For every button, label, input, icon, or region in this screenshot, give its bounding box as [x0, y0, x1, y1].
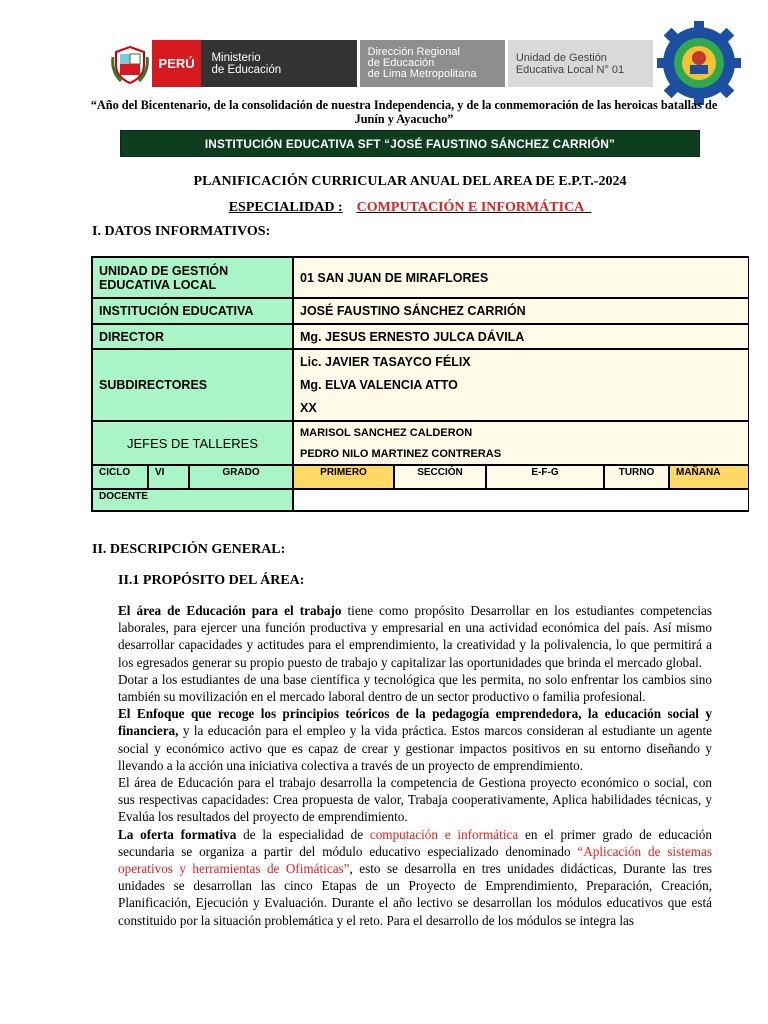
docente-value-cell	[293, 489, 749, 511]
turno-value-cell: MAÑANA	[669, 465, 749, 489]
purpose-body	[118, 602, 712, 929]
jefe-2: PEDRO NILO MARTINEZ CONTRERAS	[300, 447, 502, 460]
school-seal-icon	[656, 20, 742, 106]
jefes-label-cell: JEFES DE TALLERES	[92, 421, 293, 465]
ugel-logo	[508, 40, 653, 87]
paragraph-5-specialty: computación e informática	[369, 826, 519, 842]
paragraph-5	[118, 826, 712, 929]
ie-value-cell: JOSÉ FAUSTINO SÁNCHEZ CARRIÓN	[293, 298, 749, 324]
director-value-cell: Mg. JESUS ERNESTO JULCA DÁVILA	[293, 324, 749, 349]
paragraph-4: El área de Educación para el trabajo desarrolla la competencia de Gestiona proyecto económico o social, con sus respectivas capacidades: Crea propuesta de valor, Trabaja cooperativamente, Aplica habilidades técnicas, y Evalúa los resultados del proyecto de emprendimiento.	[118, 775, 712, 825]
paragraph-3-bold: El Enfoque que recoge los principios teóricos de la pedagogía emprendedora, la educación social y financiera,	[118, 706, 712, 739]
ugel-line-2: Educativa Local N° 01	[515, 63, 625, 76]
section-1-heading: I. DATOS INFORMATIVOS:	[92, 224, 271, 239]
paragraph-5-text-a: de la especialidad de	[236, 826, 370, 842]
jefes-value-cell	[293, 421, 749, 465]
drelm-line-3: de Lima Metropolitana	[367, 68, 477, 80]
docente-label-cell: DOCENTE	[92, 489, 293, 511]
ugel-label-line-2: EDUCATIVA LOCAL	[99, 277, 217, 292]
ciclo-value-cell: VI	[148, 465, 189, 489]
peru-label: PERÚ	[152, 40, 202, 87]
ie-label-cell: INSTITUCIÓN EDUCATIVA	[92, 298, 293, 324]
paragraph-1-text: tiene como propósito Desarrollar en los estudiantes competencias laborales, para ejercer una función productiva y empresarial en una actividad económica del país. Así mismo desarrollar capacidades y actitudes para el emprendimiento, la creatividad y la polivalencia, lo que permitirá a los egresados generar su propio puesto de trabajo y capitalizar las oportunidades que brinda el mercado global.	[118, 603, 712, 670]
specialty-value: COMPUTACIÓN E INFORMÁTICA	[356, 200, 585, 215]
paragraph-5-text-b: en el primer grado de educación secundaria se organiza a partir del módulo educativo especializado denominado	[118, 826, 712, 859]
paragraph-1	[118, 602, 712, 671]
director-label-cell: DIRECTOR	[92, 324, 293, 349]
sub-value-cell	[293, 349, 749, 421]
paragraph-3-text: y la educación para el empleo y la vida práctica. Estos marcos consideran al estudiante un agente social y económico activo que es capaz de crear y gestionar impactos positivos en su entorno diseñando y llevando a la acción una iniciativa colectiva a través de un proyecto de emprendimiento.	[118, 723, 712, 773]
ugel-label-cell	[92, 257, 293, 298]
paragraph-2: Dotar a los estudiantes de una base científica y tecnológica que les permita, no solo enfrentar los cambios sino también su movilización en el mercado laboral dentro de un sector productivo o familia profesional.	[118, 671, 712, 705]
specialty-label: ESPECIALIDAD :	[228, 200, 343, 215]
ugel-label-line-1: UNIDAD DE GESTIÓN	[99, 263, 229, 278]
drelm-line-1: Dirección Regional	[367, 46, 460, 58]
drelm-logo	[360, 40, 505, 87]
ugel-value-cell: 01 SAN JUAN DE MIRAFLORES	[293, 257, 749, 298]
document-title: PLANIFICACIÓN CURRICULAR ANUAL DEL AREA DE E.P.T.-2024	[193, 174, 627, 189]
jefe-1: MARISOL SANCHEZ CALDERON	[300, 426, 473, 439]
paragraph-5-module-name: “Aplicación de sistemas operativos y herramientas de Ofimáticas”	[118, 843, 712, 877]
ministerio-logo	[201, 40, 356, 87]
turno-label-cell: TURNO	[604, 465, 669, 489]
ministerio-line-1: Ministerio	[211, 51, 261, 64]
subdirector-1: Lic. JAVIER TASAYCO FÉLIX	[300, 354, 471, 369]
paragraph-5-bold: La oferta formativa	[118, 826, 237, 842]
ugel-line-1: Unidad de Gestión	[515, 51, 607, 64]
paragraph-1-bold: El área de Educación para el trabajo	[118, 603, 342, 618]
institution-banner: INSTITUCIÓN EDUCATIVA SFT “JOSÉ FAUSTINO SÁNCHEZ CARRIÓN”	[120, 130, 700, 157]
section-2-heading: II. DESCRIPCIÓN GENERAL:	[92, 542, 286, 557]
peru-coat-of-arms-icon	[108, 40, 152, 87]
seccion-value-cell: E-F-G	[486, 465, 604, 489]
year-motto: “Año del Bicentenario, de la consolidación de nuestra Independencia, y de la conmemoración de las heroicas batallas de Junín y Ayacucho”	[90, 98, 718, 126]
drelm-line-2: de Educación	[367, 57, 435, 69]
subdirector-3: XX	[300, 401, 317, 416]
header-logos	[108, 40, 653, 87]
paragraph-5-text-c: , esto se desarrolla en tres unidades didácticas, Durante las tres unidades se desarrollan las cinco Etapas de un Proyecto de Emprendimiento, Preparación, Creación, Planificación, Ejecución y Evaluación. Durante el año lectivo se desarrollan los módulos educativos que está constituido por la situación problemática y el reto. Para el desarrollo de los módulos se integra las	[118, 861, 712, 928]
grado-label-cell: GRADO	[189, 465, 293, 489]
info-table	[91, 256, 749, 512]
seccion-label-cell: SECCIÓN	[394, 465, 486, 489]
paragraph-3	[118, 705, 712, 774]
section-2-1-heading: II.1 PROPÓSITO DEL ÁREA:	[118, 573, 305, 588]
ciclo-label-cell: CICLO	[92, 465, 148, 489]
grado-value-cell: PRIMERO	[293, 465, 394, 489]
ministerio-line-2: de Educación	[211, 63, 282, 76]
sub-label-cell: SUBDIRECTORES	[92, 349, 293, 421]
subdirector-2: Mg. ELVA VALENCIA ATTO	[300, 377, 458, 392]
specialty-line	[90, 200, 730, 216]
